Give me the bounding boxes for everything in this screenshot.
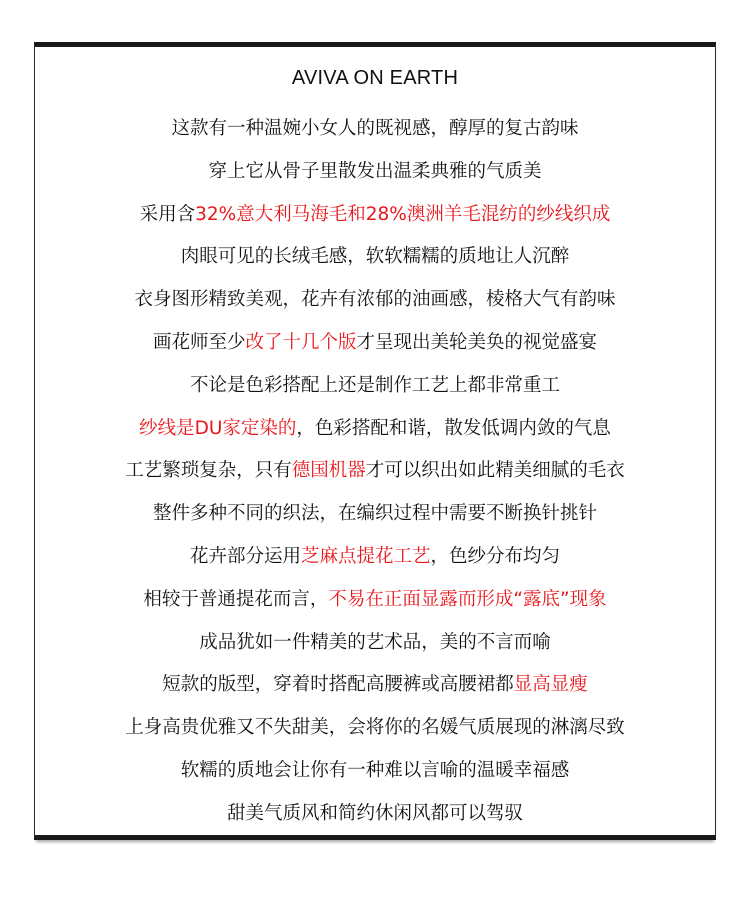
text-line (34, 236, 716, 279)
text-plain: 肉眼可见的长绒毛感，软软糯糯的质地让人沉醉 (180, 246, 570, 268)
text-line (34, 365, 716, 408)
text-line (34, 536, 716, 579)
text-line (34, 622, 716, 665)
text-plain: 衣身图形精致美观，花卉有浓郁的油画感，棱格大气有韵味 (134, 289, 616, 311)
text-line (34, 793, 716, 836)
text-line (34, 579, 716, 622)
text-plain: 上身高贵优雅又不失甜美，会将你的名媛气质展现的淋漓尽致 (125, 717, 625, 739)
text-plain: 甜美气质风和简约休闲风都可以驾驭 (226, 802, 523, 824)
text-highlight: 32%意大利马海毛和28%澳洲羊毛混纺的纱线织成 (195, 203, 611, 225)
text-plain: 才呈现出美轮美奂的视觉盛宴 (356, 331, 598, 353)
text-line (34, 664, 716, 707)
text-plain: 短款的版型，穿着时搭配高腰裤或高腰裙都 (162, 674, 514, 696)
text-plain: 才可以织出如此精美细腻的毛衣 (365, 460, 625, 482)
text-highlight: 纱线是DU家定染的 (139, 417, 297, 439)
text-line (34, 194, 716, 237)
text-plain: 采用含 (139, 203, 196, 225)
text-highlight: 德国机器 (291, 460, 366, 482)
text-line (34, 108, 716, 151)
text-highlight: 芝麻点提花工艺 (300, 545, 431, 567)
text-plain: ，色纱分布均匀 (430, 545, 561, 567)
text-line (34, 750, 716, 793)
text-plain: 软糯的质地会让你有一种难以言喻的温暖幸福感 (180, 759, 570, 781)
text-line (34, 151, 716, 194)
text-highlight: 不易在正面显露而形成“露底”现象 (328, 588, 607, 610)
description-lines (34, 108, 716, 836)
text-plain: 工艺繁琐复杂，只有 (125, 460, 292, 482)
text-line (34, 322, 716, 365)
text-plain: 不论是色彩搭配上还是制作工艺上都非常重工 (189, 374, 560, 396)
text-plain: ，色彩搭配和谐，散发低调内敛的气息 (296, 417, 611, 439)
text-line (34, 279, 716, 322)
page-title: AVIVA ON EARTH (291, 67, 459, 89)
text-highlight: 显高显瘦 (513, 674, 588, 696)
text-plain: 这款有一种温婉小女人的既视感，醇厚的复古韵味 (171, 118, 579, 139)
text-line (34, 493, 716, 536)
text-plain: 相较于普通提花而言， (143, 588, 329, 610)
text-line (34, 450, 716, 493)
text-plain: 整件多种不同的织法，在编织过程中需要不断换针挑针 (152, 503, 597, 525)
text-plain: 成品犹如一件精美的艺术品，美的不言而喻 (199, 631, 551, 653)
text-plain: 穿上它从骨子里散发出温柔典雅的气质美 (208, 160, 542, 182)
text-line (34, 707, 716, 750)
text-highlight: 改了十几个版 (245, 331, 357, 353)
text-plain: 画花师至少 (152, 331, 246, 353)
text-plain: 花卉部分运用 (189, 545, 301, 567)
text-line (34, 408, 716, 451)
